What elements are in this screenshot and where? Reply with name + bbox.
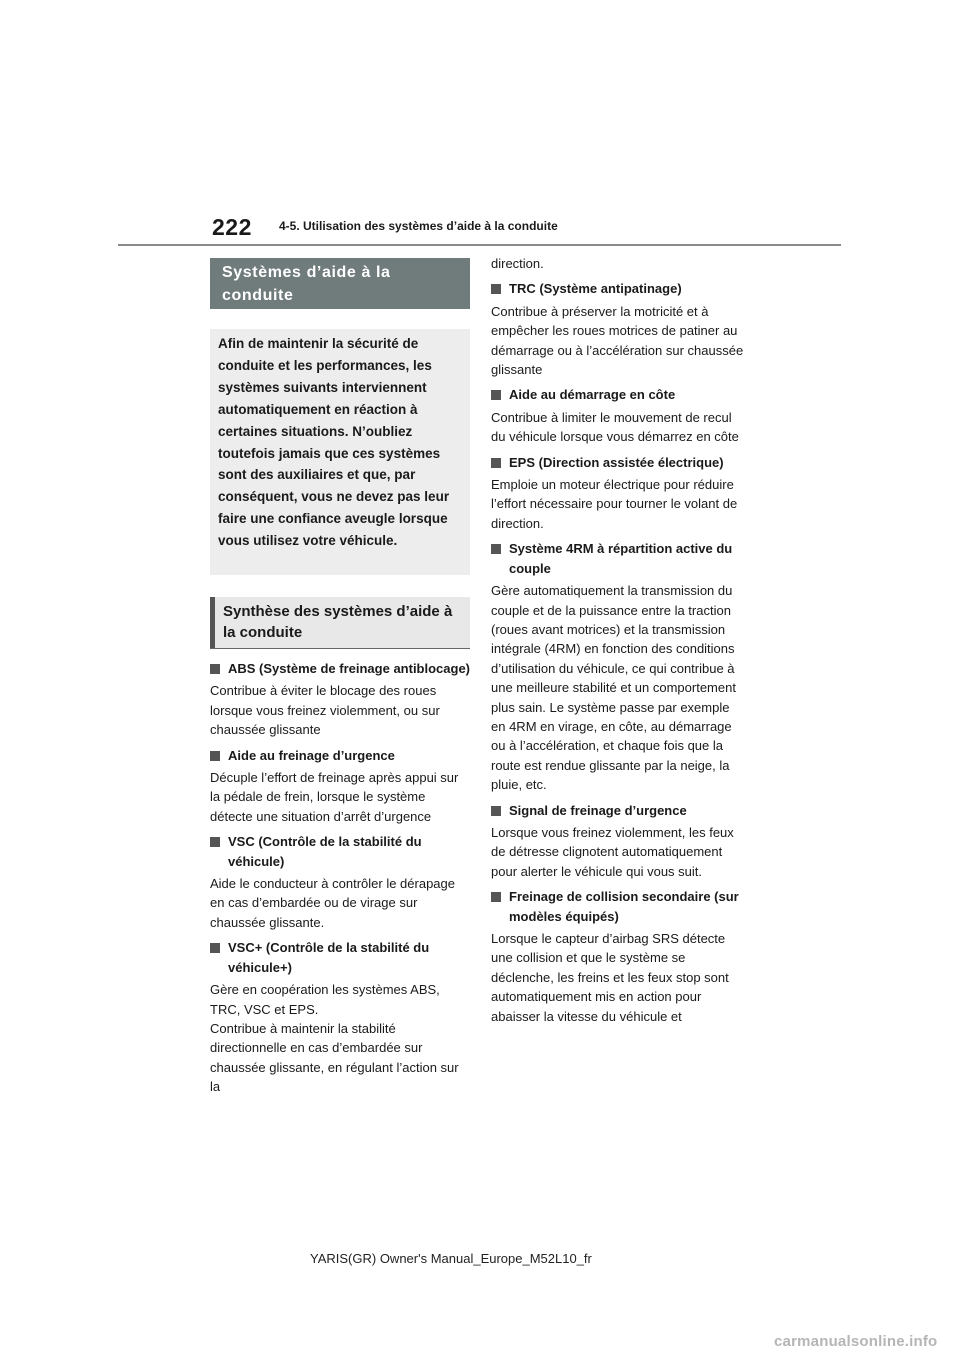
item-body: Lorsque vous freinez violemment, les feux de détresse clignotent automatiquement pour alerter le véhicule qui vous suit. bbox=[491, 824, 734, 879]
item-title: TRC (Système antipatinage) bbox=[509, 281, 682, 297]
item-body: Gère automatiquement la transmission du couple et de la puissance entre la traction (roues avant motrices) et la transmission intégrale (4RM) en fonction des conditions d’utilisation du véhicule, ce qui contribue à une meilleure stabilité et un comportement plus sain. Le système passe par exemple en 4RM en virage, en côte, au démarrage ou à l’accélération, et chaque fois que la route est rendue glissante par la neige, la pluie, etc. bbox=[491, 583, 736, 793]
square-bullet-icon bbox=[210, 751, 220, 761]
item-body: Lorsque le capteur d’airbag SRS détecte une collision et que le système se déclenche, les freins et les feux stop sont automatiquement mis en action pour abaisser la vitesse du véhicule et bbox=[491, 931, 729, 1024]
item-title: VSC+ (Contrôle de la stabilité du véhicule+) bbox=[228, 940, 430, 975]
item-trc bbox=[491, 279, 746, 379]
item-vsc bbox=[210, 832, 470, 932]
square-bullet-icon bbox=[210, 837, 220, 847]
section-banner: Systèmes d’aide à la conduite bbox=[210, 258, 470, 309]
item-title: VSC (Contrôle de la stabilité du véhicule) bbox=[228, 834, 422, 869]
item-aide-demarrage-cote bbox=[491, 385, 746, 446]
item-eps bbox=[491, 453, 746, 534]
square-bullet-icon bbox=[210, 664, 220, 674]
item-aide-freinage-urgence bbox=[210, 746, 470, 827]
left-column bbox=[210, 258, 470, 1103]
item-title: Signal de freinage d’urgence bbox=[509, 802, 687, 818]
square-bullet-icon bbox=[491, 390, 501, 400]
item-body: Décuple l’effort de freinage après appui sur la pédale de frein, lorsque le système détecte une situation d’arrêt d’urgence bbox=[210, 770, 459, 824]
item-signal-freinage-urgence bbox=[491, 801, 746, 882]
left-items bbox=[210, 659, 470, 1097]
square-bullet-icon bbox=[491, 806, 501, 816]
square-bullet-icon bbox=[491, 284, 501, 294]
item-body: Aide le conducteur à contrôler le dérapage en cas d’embardée ou de virage sur chaussée glissante. bbox=[210, 876, 455, 930]
item-title: Aide au démarrage en côte bbox=[509, 387, 676, 403]
intro-box: Afin de maintenir la sécurité de conduite et les performances, les systèmes suivants interviennent automatiquement en réaction à certaines situations. N’oubliez toutefois jamais que ces systèmes sont des auxiliaires et que, par conséquent, vous ne devez pas leur faire une confiance aveugle lorsque vous utilisez votre véhicule. bbox=[210, 329, 470, 575]
item-title: ABS (Système de freinage antiblocage) bbox=[228, 661, 471, 676]
item-title: Système 4RM à répartition active du couple bbox=[509, 541, 733, 576]
page-number: 222 bbox=[212, 214, 252, 240]
square-bullet-icon bbox=[491, 458, 501, 468]
item-vsc-plus bbox=[210, 938, 470, 1096]
item-title: EPS (Direction assistée électrique) bbox=[509, 454, 724, 470]
item-body: Contribue à limiter le mouvement de recul du véhicule lorsque vous démarrez en côte bbox=[491, 409, 739, 445]
item-abs bbox=[210, 659, 470, 740]
item-body: Contribue à éviter le blocage des roues lorsque vous freinez violemment, ou sur chaussée glissante bbox=[210, 683, 440, 738]
item-body: Gère en coopération les systèmes ABS, TRC, VSC et EPS. bbox=[210, 982, 440, 1017]
continued-text: direction. bbox=[491, 256, 544, 271]
square-bullet-icon bbox=[210, 943, 220, 953]
section-title: 4-5. Utilisation des systèmes d’aide à la conduite bbox=[279, 219, 558, 233]
item-body: Emploie un moteur électrique pour réduire l’effort nécessaire pour tourner le volant de direction. bbox=[491, 477, 738, 531]
item-body-continued: Contribue à maintenir la stabilité directionnelle en cas d’embardée sur chaussée glissante, en régulant l’action sur la bbox=[210, 1020, 459, 1095]
square-bullet-icon bbox=[491, 544, 501, 554]
header-rule bbox=[118, 244, 841, 246]
watermark[interactable]: carmanualsonline.info bbox=[774, 1333, 938, 1350]
item-4rm bbox=[491, 539, 746, 794]
item-title: Freinage de collision secondaire (sur modèles équipés) bbox=[509, 889, 739, 924]
right-column bbox=[491, 254, 746, 1032]
subhead-synthese: Synthèse des systèmes d’aide à la conduite bbox=[210, 597, 470, 649]
manual-footer: YARIS(GR) Owner's Manual_Europe_M52L10_fr bbox=[310, 1251, 592, 1266]
square-bullet-icon bbox=[491, 892, 501, 902]
item-title: Aide au freinage d’urgence bbox=[228, 747, 395, 763]
item-body: Contribue à préserver la motricité et à empêcher les roues motrices de patiner au démarrage ou à l’accélération sur chaussée glissante bbox=[491, 303, 744, 378]
item-freinage-collision-secondaire bbox=[491, 887, 746, 1026]
